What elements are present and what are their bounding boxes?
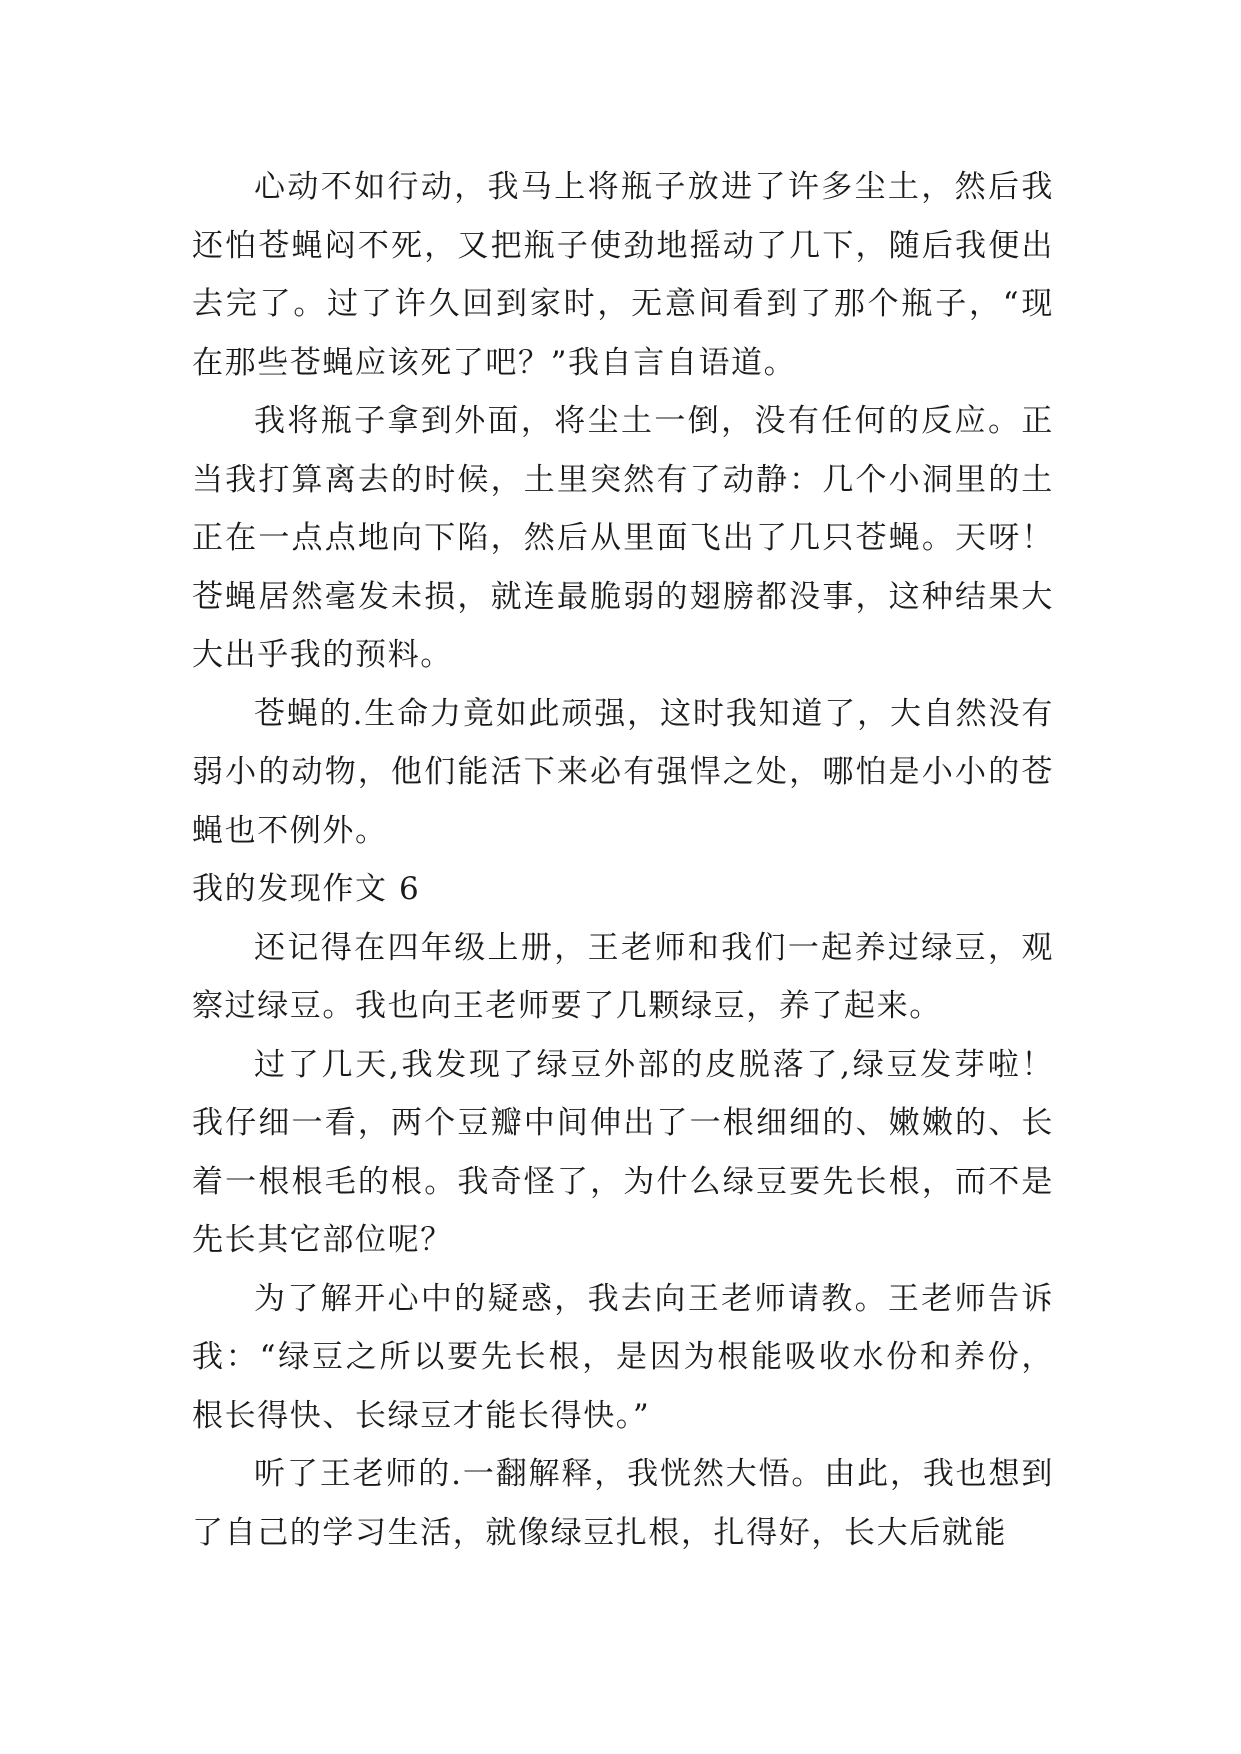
paragraph: 心动不如行动，我马上将瓶子放进了许多尘土，然后我还怕苍蝇闷不死，又把瓶子使劲地摇动了几下，随后我便出去完了。过了许久回到家时，无意间看到了那个瓶子，“现在那些苍蝇应该死了吧？”我自言自语道。 [192, 169, 1054, 381]
paragraph: 还记得在四年级上册，王老师和我们一起养过绿豆，观察过绿豆。我也向王老师要了几颗绿豆，养了起来。 [192, 929, 1054, 1024]
section-title: 我的发现作文 6 [192, 871, 421, 907]
paragraph: 我将瓶子拿到外面，将尘土一倒，没有任何的反应。正当我打算离去的时候，土里突然有了动静：几个小洞里的土正在一点点地向下陷，然后从里面飞出了几只苍蝇。天呀！苍蝇居然毫发未损，就连最脆弱的翅膀都没事，这种结果大大出乎我的预料。 [192, 403, 1054, 673]
paragraph: 听了王老师的.一翻解释，我恍然大悟。由此，我也想到了自己的学习生活，就像绿豆扎根，扎得好，长大后就能 [192, 1456, 1054, 1551]
paragraph: 苍蝇的.生命力竟如此顽强，这时我知道了，大自然没有弱小的动物，他们能活下来必有强悍之处，哪怕是小小的苍蝇也不例外。 [192, 695, 1054, 849]
document-body [192, 158, 1054, 1562]
paragraph: 过了几天,我发现了绿豆外部的皮脱落了,绿豆发芽啦！我仔细一看，两个豆瓣中间伸出了一根细细的、嫩嫩的、长着一根根毛的根。我奇怪了，为什么绿豆要先长根，而不是先长其它部位呢？ [192, 1046, 1054, 1258]
paragraph: 为了解开心中的疑惑，我去向王老师请教。王老师告诉我：“绿豆之所以要先长根，是因为根能吸收水份和养份，根长得快、长绿豆才能长得快。” [192, 1280, 1054, 1434]
